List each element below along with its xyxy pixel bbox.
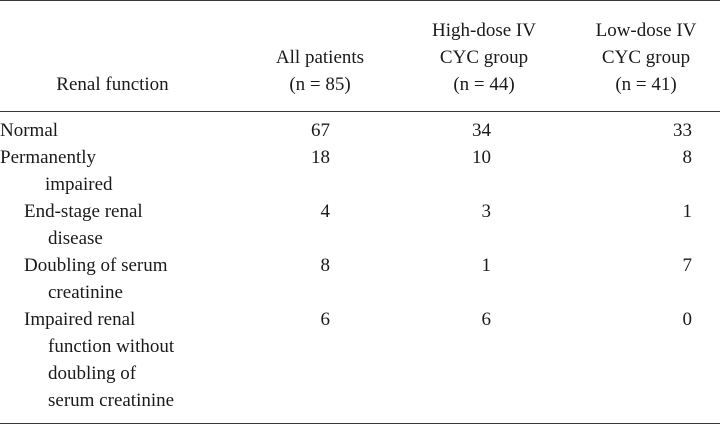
row-label: Normal (0, 120, 59, 141)
cell-low-dose: 1 (682, 201, 692, 222)
cell-all-patients: 4 (320, 201, 330, 222)
cell-high-dose: 34 (472, 120, 491, 141)
cell-low-dose: 7 (682, 255, 692, 276)
column-header-high-dose: High-dose IV CYC group (n = 44) (432, 20, 536, 95)
table-top-rule (0, 0, 720, 1)
row-label: Doubling of serum creatinine (24, 255, 168, 303)
row-label: End-stage renal disease (24, 201, 143, 249)
cell-all-patients: 18 (311, 147, 330, 168)
cell-high-dose: 1 (481, 255, 491, 276)
row-label: Impaired renal function without doubling of serum creatinine (24, 309, 175, 411)
header-divider-rule (0, 111, 720, 112)
cell-all-patients: 8 (320, 255, 330, 276)
cell-low-dose: 33 (673, 120, 692, 141)
cell-all-patients: 67 (311, 120, 330, 141)
column-header-renal-function: Renal function (56, 74, 169, 95)
cell-high-dose: 6 (481, 309, 491, 330)
cell-all-patients: 6 (320, 309, 330, 330)
column-header-low-dose: Low-dose IV CYC group (n = 41) (595, 20, 697, 95)
cell-low-dose: 8 (682, 147, 692, 168)
cell-low-dose: 0 (682, 309, 692, 330)
cell-high-dose: 10 (472, 147, 491, 168)
row-label: Permanently impaired (0, 147, 113, 195)
column-header-all-patients: All patients (n = 85) (275, 47, 365, 95)
cell-high-dose: 3 (481, 201, 491, 222)
